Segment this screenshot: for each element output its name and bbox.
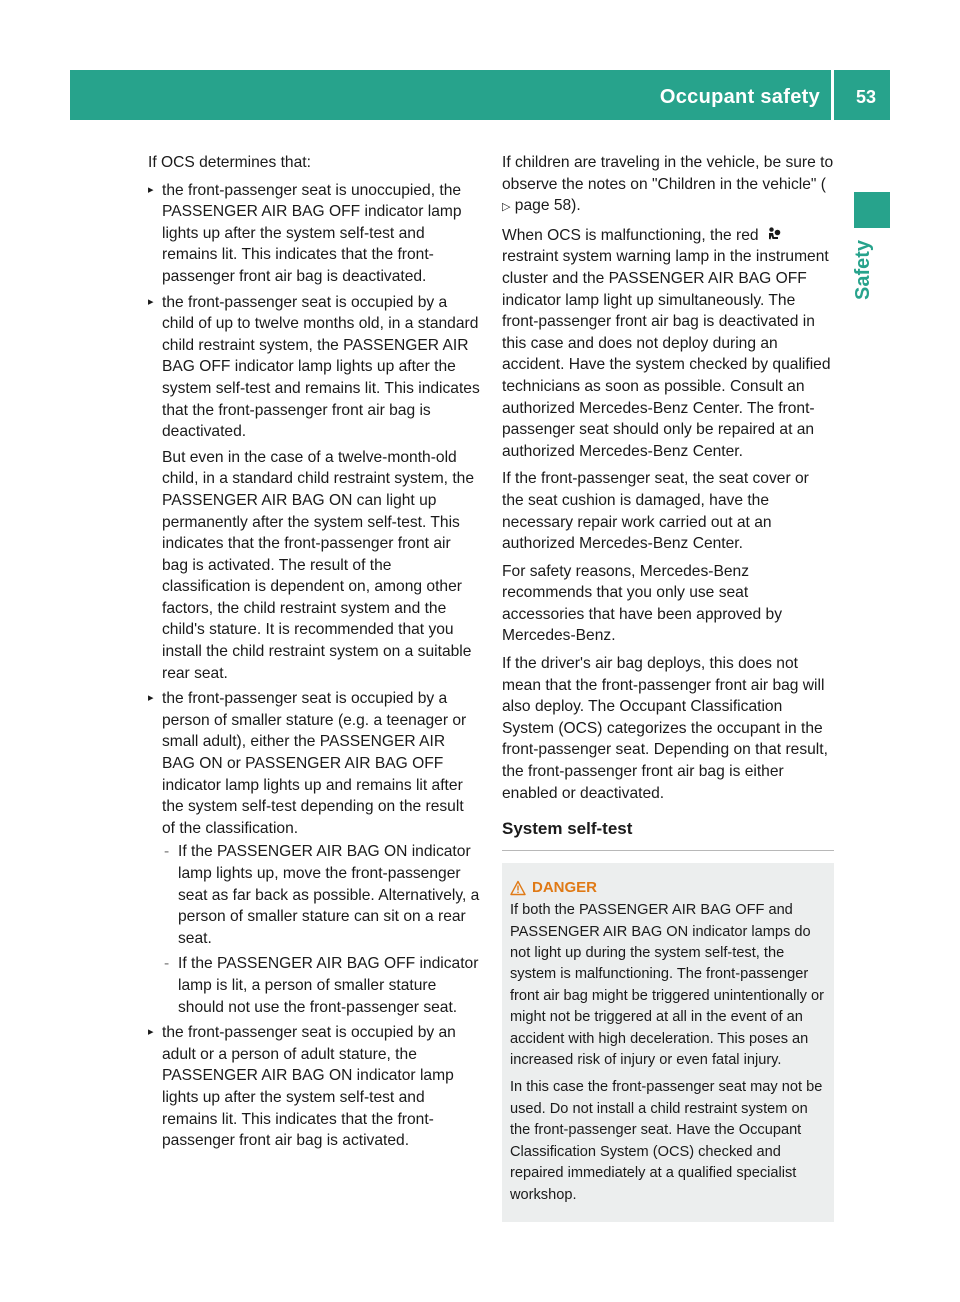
bullet-text: the front-passenger seat is unoccupied, the PASSENGER AIR BAG OFF indicator lamp lights up after the system self-test and remains lit. This indicates that the front-passenger front air bag is deactivated. (162, 181, 462, 285)
driver-airbag-paragraph: If the driver's air bag deploys, this does not mean that the front-passenger front air bag will also deploy. The Occupant Classification System (OCS) categorizes the occupant in the front-passenger seat. Depending on that result, the front-passenger front air bag is either enabled or deactivated. (502, 655, 828, 802)
bullet-sub-paragraph: But even in the case of a twelve-month-old child, in a standard child restraint system, the PASSENGER AIR BAG ON can light up permanently after the system self-test. This indicates that the front-passenger front air bag is activated. The result of the classification is dependent on, among other factors, the child restraint system and the child's stature. It is recommended that you install the child restraint system on a suitable rear seat. (162, 448, 475, 682)
malfunction-text-end: restraint system warning lamp in the instrument cluster and the PASSENGER AIR BAG OFF indicator lamp light up simultaneously. The front-passenger front air bag is deactivated in this case and does not deploy during an accident. Have the system checked by qualified technicians as soon as possible. Consult an authorized Mercedes-Benz Center. The front-passenger seat should only be repaired at an authorized Mercedes-Benz Center. (502, 248, 831, 460)
dash-list (162, 841, 480, 1018)
dash-item: - If the PASSENGER AIR BAG ON indicator lamp lights up, move the front-passenger seat as far back as possible. Alternatively, a person of smaller stature can sit on a rear seat. (162, 841, 480, 949)
list-item (148, 180, 480, 288)
bullet-text: the front-passenger seat is occupied by a person of smaller stature (e.g. a teenager or small adult), either the PASSENGER AIR BAG ON or PASSENGER AIR BAG OFF indicator lamp lights up and remains lit after the system self-test depending on the result of the classification. (162, 690, 467, 837)
seat-damage-paragraph: If the front-passenger seat, the seat cover or the seat cushion is damaged, have the necessary repair work carried out at an authorized Mercedes-Benz Center. (502, 470, 809, 553)
ocs-result-list (148, 180, 480, 1152)
page-ref-link[interactable]: page 58). (510, 197, 581, 215)
danger-box (502, 863, 834, 1222)
danger-header (510, 877, 826, 898)
page-title: Occupant safety (659, 86, 820, 108)
danger-paragraph: If both the PASSENGER AIR BAG OFF and PASSENGER AIR BAG ON indicator lamps do not light up during the system self-test, the system is malfunctioning. The front-passenger front air bag might be triggered unintentionally or might not be triggered at all in the event of an accident with high deceleration. This poses an increased risk of injury or even fatal injury. (510, 902, 824, 1069)
danger-title: DANGER (532, 878, 598, 896)
malfunction-paragraph (502, 225, 834, 463)
list-item (148, 292, 480, 685)
children-note (502, 152, 834, 219)
intro-text: If OCS determines that: (148, 154, 311, 171)
warning-triangle-icon (510, 880, 526, 896)
section-heading: System self-test (502, 818, 834, 851)
danger-paragraph: In this case the front-passenger seat may not be used. Do not install a child restraint system on the front-passenger seat. Have the Occupant Classification System (OCS) checked and repaired immediately at a qualified specialist workshop. (510, 1079, 823, 1203)
bullet-text: the front-passenger seat is occupied by an adult or a person of adult stature, the PASSENGER AIR BAG ON indicator lamp lights up after the system self-test and remains lit. This indicates that the front-passenger front air bag is activated. (162, 1024, 456, 1150)
malfunction-text-start: When OCS is malfunctioning, the red (502, 226, 759, 244)
right-column (502, 152, 834, 1222)
list-item (148, 688, 480, 1018)
section-label: Safety (852, 239, 874, 300)
page-ref-arrow-icon: ▷ (502, 201, 511, 214)
restraint-warning-lamp-icon (767, 227, 781, 243)
children-note-text: If children are traveling in the vehicle, be sure to observe the notes on "Children in the vehicle" ( (502, 154, 834, 193)
bullet-text: the front-passenger seat is occupied by a child of up to twelve months old, in a standard child restraint system, the PASSENGER AIR BAG OFF indicator lamp lights up after the system self-test and remains lit. This indicates that the front-passenger front air bag is deactivated. (162, 293, 480, 441)
dash-item: - If the PASSENGER AIR BAG OFF indicator lamp is lit, a person of smaller stature should not use the front-passenger seat. (162, 953, 480, 1018)
list-item (148, 1022, 480, 1152)
accessories-paragraph: For safety reasons, Mercedes-Benz recommends that you only use seat accessories that have been approved by Mercedes-Benz. (502, 562, 783, 645)
page-number: 53 (855, 87, 876, 107)
header-bar (70, 70, 890, 120)
header-divider (831, 70, 834, 120)
left-column (148, 152, 480, 1156)
